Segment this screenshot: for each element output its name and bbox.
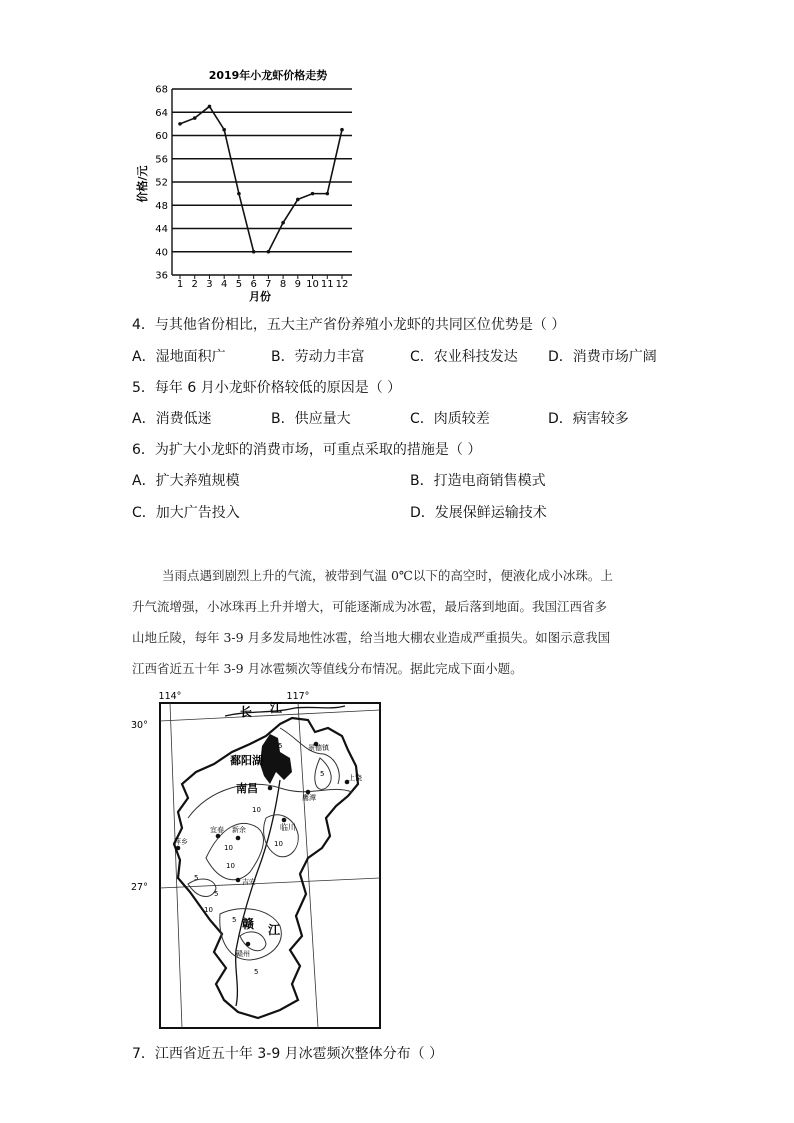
x-tick-label: 1 <box>176 279 184 290</box>
data-point <box>178 122 182 126</box>
contour-label: 10 <box>226 862 235 870</box>
x-tick-label: 3 <box>206 279 213 290</box>
place-label: 赣 <box>242 917 255 931</box>
data-point <box>296 198 300 202</box>
place-label: 鄱阳湖 <box>230 754 263 767</box>
place-label: 南昌 <box>236 782 258 795</box>
y-tick-label: 52 <box>155 177 168 189</box>
data-point <box>252 250 256 254</box>
contour-label: 5 <box>320 770 325 778</box>
passage-line-2: 升气流增强，小冰珠再上升并增大，可能逐渐成为冰雹，最后落到地面。我国江西省多 <box>132 599 608 614</box>
city-dot <box>216 834 221 839</box>
chart-title: 2019年小龙虾价格走势 <box>208 69 328 82</box>
y-tick-label: 44 <box>155 224 168 235</box>
price-trend-chart <box>130 64 370 304</box>
y-tick-label: 56 <box>155 154 168 166</box>
x-tick-label: 7 <box>265 279 272 290</box>
y-tick-label: 36 <box>155 270 168 282</box>
lon-label-117: 117° <box>286 691 310 702</box>
contour-label: 5 <box>254 968 259 976</box>
place-label: 景德镇 <box>308 744 329 752</box>
data-point <box>325 192 329 196</box>
place-label: 临川 <box>280 823 296 832</box>
x-axis-label: 月份 <box>249 290 271 303</box>
question-5-stem: 5．每年 6 月小龙虾价格较低的原因是（ ） <box>132 380 402 396</box>
x-tick-label: 8 <box>279 279 287 290</box>
data-point <box>222 128 226 132</box>
q6-option-d: D．发展保鲜运输技术 <box>410 505 547 521</box>
data-point <box>281 221 285 225</box>
place-label: 宜春 <box>210 826 224 834</box>
jiangxi-hail-map-svg <box>130 688 385 1033</box>
data-point <box>267 250 271 254</box>
question-4-stem: 4．与其他省份相比，五大主产省份养殖小龙虾的共同区位优势是（ ） <box>132 317 566 333</box>
y-tick-label: 40 <box>155 247 168 259</box>
q5-option-c: C．肉质较差 <box>410 411 490 427</box>
lat-label-30: 30° <box>131 720 148 731</box>
q5-option-a: A．消费低迷 <box>132 411 212 427</box>
q4-option-c: C．农业科技发达 <box>410 349 518 365</box>
passage-line-3: 山地丘陵，每年 3-9 月多发局地性冰雹，给当地大棚农业造成严重损失。如图示意我国 <box>132 630 611 645</box>
y-tick-label: 68 <box>155 84 168 96</box>
place-label: 鹰潭 <box>302 794 316 802</box>
q4-option-d: D．消费市场广阔 <box>548 349 657 365</box>
contour-label: 5 <box>194 874 199 882</box>
contour-label: 10 <box>252 806 261 814</box>
q6-option-c: C．加大广告投入 <box>132 505 240 521</box>
q5-option-d: D．病害较多 <box>548 411 629 427</box>
contour-label: 10 <box>224 844 233 852</box>
poyang-lake <box>260 734 292 784</box>
y-tick-label: 64 <box>155 107 168 119</box>
q4-option-b: B．劳动力丰富 <box>271 349 365 365</box>
x-tick-label: 5 <box>235 279 243 290</box>
place-label: 江 <box>270 701 283 715</box>
y-tick-label: 48 <box>155 200 168 212</box>
place-label: 江 <box>268 923 281 937</box>
data-point <box>193 116 197 120</box>
x-tick-label: 2 <box>191 279 198 290</box>
lon-label-114: 114° <box>158 691 182 702</box>
contour-label: 5 <box>232 916 237 924</box>
x-tick-label: 12 <box>335 279 349 290</box>
place-label: 新余 <box>232 826 246 834</box>
place-label: 赣州 <box>236 950 250 958</box>
series-line <box>180 106 342 251</box>
q4-option-a: A．湿地面积广 <box>132 349 226 365</box>
passage <box>132 560 672 684</box>
y-tick-label: 60 <box>155 131 168 142</box>
x-tick-label: 9 <box>294 279 302 290</box>
price-trend-chart-svg <box>130 64 370 304</box>
city-dot <box>236 836 241 841</box>
y-axis-label: 价格/元 <box>136 165 149 203</box>
x-tick-label: 10 <box>306 279 319 290</box>
lat-label-27: 27° <box>131 882 148 893</box>
place-label: 长 <box>240 705 253 719</box>
contour-label: 5 <box>278 742 283 750</box>
contour-line <box>280 728 339 784</box>
contour-line <box>240 932 266 951</box>
data-point <box>340 128 344 132</box>
jiangxi-hail-map <box>130 688 385 1033</box>
data-point <box>208 105 212 109</box>
place-label: 吉安 <box>242 878 256 886</box>
contour-label: 10 <box>204 906 213 914</box>
q6-option-a: A．扩大养殖规模 <box>132 473 240 489</box>
place-label: 上饶 <box>348 774 362 782</box>
q5-option-b: B．供应量大 <box>271 411 351 427</box>
q6-option-b: B．打造电商销售模式 <box>410 473 546 489</box>
data-point <box>311 192 315 196</box>
city-dot <box>282 818 287 823</box>
passage-line-4: 江西省近五十年 3-9 月冰雹频次等值线分布情况。据此完成下面小题。 <box>132 661 523 676</box>
data-point <box>237 192 241 196</box>
passage-line-1: 当雨点遇到剧烈上升的气流，被带到气温 0℃以下的高空时，便液化成小冰珠。上 <box>162 568 613 583</box>
x-tick-label: 6 <box>250 279 257 290</box>
x-tick-label: 11 <box>320 279 334 290</box>
city-dot <box>236 878 241 883</box>
contour-label: 10 <box>274 840 283 848</box>
contour-label: 5 <box>214 890 219 898</box>
question-7-stem: 7．江西省近五十年 3-9 月冰雹频次整体分布（ ） <box>132 1046 444 1062</box>
city-dot <box>246 942 251 947</box>
question-6-stem: 6．为扩大小龙虾的消费市场，可重点采取的措施是（ ） <box>132 442 482 458</box>
city-dot <box>268 786 273 791</box>
city-dot <box>176 846 181 851</box>
place-label: 萍乡 <box>174 838 188 846</box>
x-tick-label: 4 <box>220 279 228 290</box>
